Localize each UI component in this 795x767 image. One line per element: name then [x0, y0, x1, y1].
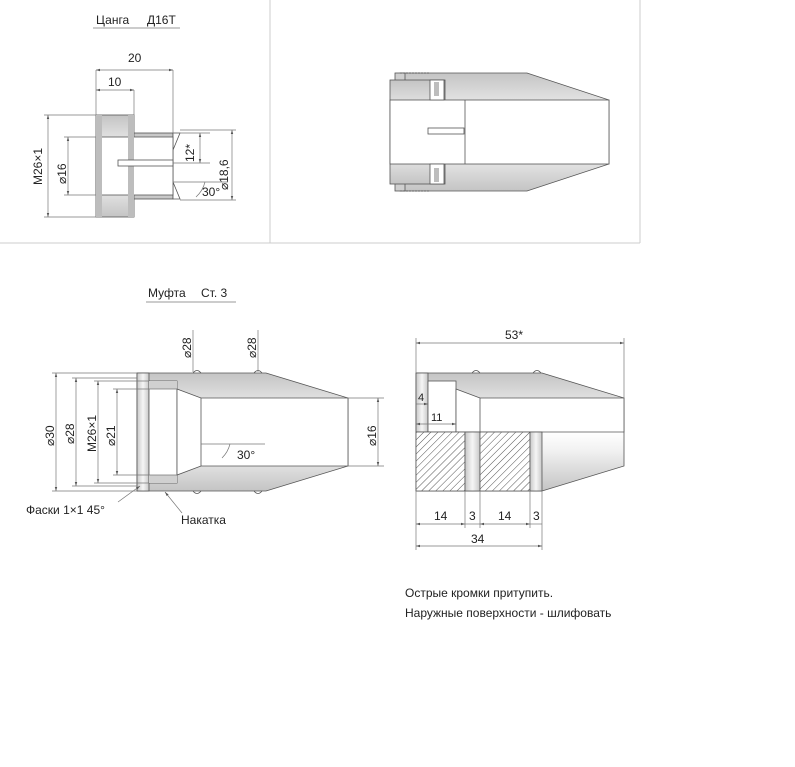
- assembly-drawing: [390, 73, 609, 191]
- collet-title: Цанга: [96, 13, 130, 27]
- section-dim-k2: 14: [498, 509, 512, 523]
- sleeve-dim-d16: ⌀16: [365, 425, 379, 446]
- collet-material: Д16Т: [147, 13, 176, 27]
- section-dim-g1: 3: [469, 509, 476, 523]
- sleeve-dim-top2: ⌀28: [245, 337, 259, 358]
- collet-dim-angle: 30°: [202, 185, 221, 199]
- sleeve-material: Ст. 3: [201, 286, 228, 300]
- note-line-1: Острые кромки притупить.: [405, 586, 554, 600]
- sleeve-dim-d30: ⌀30: [43, 425, 57, 446]
- note-line-2: Наружные поверхности - шлифовать: [405, 606, 612, 620]
- section-dim-k1: 14: [434, 509, 448, 523]
- section-drawing: [416, 328, 624, 550]
- sleeve-knurl-note: Накатка: [181, 513, 226, 527]
- section-dim-total: 34: [471, 532, 485, 546]
- section-dim-overall: 53*: [505, 328, 524, 342]
- collet-dim-thread: М26×1: [31, 147, 45, 185]
- sleeve-dim-top1: ⌀28: [180, 337, 194, 358]
- section-dim-b: 11: [431, 412, 443, 424]
- sleeve-dim-d28: ⌀28: [63, 423, 77, 444]
- collet-dim-tip: ⌀18,6: [217, 159, 231, 190]
- collet-dim-bore: ⌀16: [55, 163, 69, 184]
- section-dim-a: 4: [418, 392, 425, 404]
- section-dim-g2: 3: [533, 509, 540, 523]
- sleeve-title: Муфта: [148, 286, 186, 300]
- sleeve-dim-angle: 30°: [237, 448, 256, 462]
- collet-drawing: [31, 13, 236, 217]
- collet-dim-overall: 20: [128, 51, 142, 65]
- collet-part: [96, 115, 180, 217]
- sleeve-chamfer-note: Фаски 1×1 45°: [26, 503, 105, 517]
- sleeve-drawing: [26, 286, 384, 527]
- notes: [405, 586, 611, 620]
- sleeve-dim-d21: ⌀21: [104, 425, 118, 446]
- sleeve-dim-thread: М26×1: [85, 414, 99, 452]
- section-part: [416, 371, 624, 492]
- collet-dim-first: 10: [108, 75, 122, 89]
- collet-dim-slot: 12*: [183, 143, 197, 162]
